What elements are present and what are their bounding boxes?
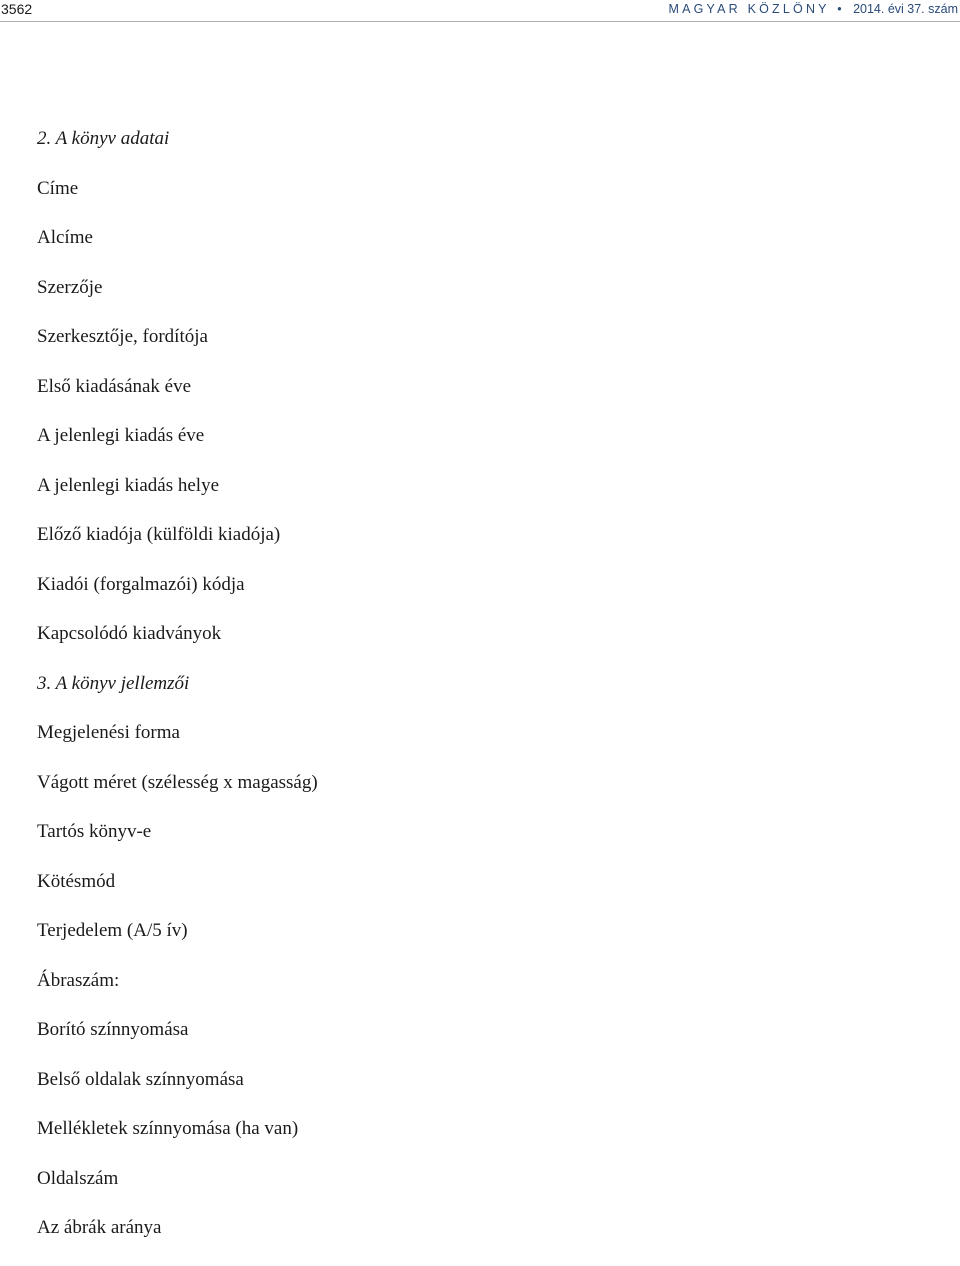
field-inner-pages-color-printing: Belső oldalak színnyomása bbox=[37, 1068, 244, 1090]
field-author: Szerzője bbox=[37, 276, 103, 298]
field-extent: Terjedelem (A/5 ív) bbox=[37, 920, 188, 941]
field-first-edition-year: Első kiadásának éve bbox=[37, 375, 192, 397]
field-attachments-color-printing: Mellékletek színnyomása (ha van) bbox=[37, 1118, 299, 1139]
form-content bbox=[37, 127, 917, 1266]
field-previous-publisher: Előző kiadója (külföldi kiadója) bbox=[37, 524, 281, 545]
section-heading-book-features: 3. A könyv jellemzői bbox=[37, 672, 190, 694]
field-cover-color-printing: Borító színnyomása bbox=[37, 1019, 189, 1040]
running-head bbox=[668, 2, 958, 16]
field-trim-size: Vágott méret (szélesség x magasság) bbox=[37, 771, 318, 793]
field-page-count: Oldalszám bbox=[37, 1167, 119, 1189]
section-heading-book-data: 2. A könyv adatai bbox=[37, 128, 170, 149]
field-publisher-code: Kiadói (forgalmazói) kódja bbox=[37, 573, 245, 595]
field-durable-book: Tartós könyv-e bbox=[37, 821, 152, 842]
field-current-edition-year: A jelenlegi kiadás éve bbox=[37, 425, 205, 446]
header-divider bbox=[0, 21, 960, 22]
journal-title: MAGYAR KÖZLÖNY bbox=[668, 2, 830, 16]
bullet-separator: • bbox=[837, 2, 842, 16]
field-title: Címe bbox=[37, 177, 79, 199]
field-figure-ratio: Az ábrák aránya bbox=[37, 1217, 162, 1238]
page-number: 3562 bbox=[1, 1, 33, 17]
field-related-publications: Kapcsolódó kiadványok bbox=[37, 623, 222, 644]
field-editor-translator: Szerkesztője, fordítója bbox=[37, 326, 208, 347]
field-binding: Kötésmód bbox=[37, 870, 116, 892]
page-header bbox=[0, 0, 960, 21]
field-figure-count: Ábraszám: bbox=[37, 969, 120, 991]
issue-number: 2014. évi 37. szám bbox=[853, 2, 958, 16]
field-format: Megjelenési forma bbox=[37, 722, 180, 743]
field-subtitle: Alcíme bbox=[37, 227, 93, 248]
field-current-edition-place: A jelenlegi kiadás helye bbox=[37, 474, 220, 496]
